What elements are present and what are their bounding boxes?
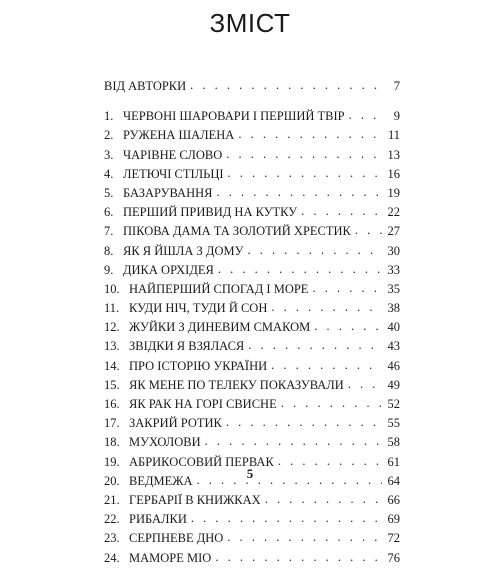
- toc-entry-label: БАЗАРУВАННЯ: [123, 185, 213, 200]
- toc-entry[interactable]: [104, 299, 400, 318]
- toc-entry-label: ЧАРІВНЕ СЛОВО: [123, 147, 223, 162]
- toc-entry-label: МУХОЛОВИ: [129, 435, 201, 450]
- toc-entry-page: 19: [387, 185, 400, 200]
- toc-entry-page: 33: [387, 262, 400, 277]
- toc-entry-number: 21.: [104, 492, 120, 507]
- toc-entry[interactable]: [104, 126, 400, 145]
- toc-entry-number: 19.: [104, 454, 120, 469]
- toc-entry-label: РИБАЛКИ: [129, 512, 187, 527]
- dot-leader: [301, 202, 382, 221]
- toc-entry-number: 8.: [104, 243, 114, 258]
- toc-entry[interactable]: [104, 203, 400, 222]
- toc-entry-number: 24.: [104, 550, 120, 565]
- toc-entry-page: 30: [387, 243, 400, 258]
- toc-entry-label: ПІКОВА ДАМА ТА ЗОЛОТИЙ ХРЕСТИК: [123, 224, 351, 239]
- toc-entry-label: ВІД АВТОРКИ: [104, 79, 187, 93]
- toc-entry[interactable]: [104, 529, 400, 548]
- toc-entry-label: ГЕРБАРІЇ В КНИЖКАХ: [129, 492, 261, 507]
- toc-entry-number: 12.: [104, 320, 120, 335]
- dot-leader: [349, 106, 382, 125]
- toc-entry-page: 13: [387, 147, 400, 162]
- toc-entry-label: МАМОРЕ МІО: [129, 550, 212, 565]
- dot-leader: [191, 509, 382, 528]
- toc-entry-number: 20.: [104, 473, 120, 488]
- dot-leader: [218, 260, 382, 279]
- toc-entry[interactable]: [104, 414, 400, 433]
- toc-entry-intro[interactable]: [104, 77, 400, 96]
- toc-entry-label: ДИКА ОРХІДЕЯ: [123, 262, 214, 277]
- dot-leader: [226, 413, 382, 432]
- dot-leader: [271, 298, 382, 317]
- toc-entry[interactable]: [104, 261, 400, 280]
- toc-entry-page: 22: [387, 205, 400, 220]
- toc-entry-page: 76: [387, 550, 400, 565]
- toc-entry[interactable]: [104, 357, 400, 376]
- toc-entry-page: 69: [387, 512, 400, 527]
- toc-entry[interactable]: [104, 165, 400, 184]
- toc-entry-label: КУДИ НІЧ, ТУДИ Й СОН: [129, 301, 268, 316]
- dot-leader: [190, 76, 382, 95]
- table-of-contents: [104, 77, 400, 568]
- toc-entry-number: 17.: [104, 416, 120, 431]
- toc-entry-page: 40: [387, 320, 400, 335]
- toc-entry-page: 61: [387, 454, 400, 469]
- dot-leader: [228, 164, 382, 183]
- dot-leader: [216, 183, 382, 202]
- toc-entry[interactable]: [104, 510, 400, 529]
- dot-leader: [271, 356, 382, 375]
- toc-entry-label: ЛЕТЮЧІ СТІЛЬЦІ: [123, 166, 224, 181]
- toc-entry[interactable]: [104, 318, 400, 337]
- toc-entry-number: 10.: [104, 281, 120, 296]
- toc-entry-page: 46: [387, 358, 400, 373]
- toc-entry-page: 35: [387, 281, 400, 296]
- toc-entry[interactable]: [104, 222, 400, 241]
- toc-entry-label: ЯК МЕНЕ ПО ТЕЛЕКУ ПОКАЗУВАЛИ: [129, 377, 344, 392]
- toc-entry-number: 14.: [104, 358, 120, 373]
- toc-entry-number: 4.: [104, 166, 114, 181]
- toc-entry[interactable]: [104, 549, 400, 568]
- toc-entry-page: 66: [387, 492, 400, 507]
- toc-entry-label: ВЕДМЕЖА: [129, 473, 193, 488]
- toc-entry-page: 27: [387, 224, 400, 239]
- toc-entry-label: ПРО ІСТОРІЮ УКРАЇНИ: [129, 358, 268, 373]
- toc-entry-page: 43: [387, 339, 400, 354]
- toc-entry-label: ПЕРШИЙ ПРИВИД НА КУТКУ: [123, 205, 298, 220]
- toc-entry-label: ЗВІДКИ Я ВЗЯЛАСЯ: [129, 339, 245, 354]
- toc-entry-number: 23.: [104, 531, 120, 546]
- toc-entry-number: 3.: [104, 147, 114, 162]
- toc-entry[interactable]: [104, 395, 400, 414]
- toc-entry-number: 16.: [104, 397, 120, 411]
- toc-entry[interactable]: [104, 433, 400, 452]
- toc-entry-number: 11.: [104, 301, 120, 316]
- toc-entry[interactable]: [104, 184, 400, 203]
- toc-entry-label: НАЙПЕРШИЙ СПОГАД І МОРЕ: [129, 281, 309, 296]
- toc-entry-page: 64: [387, 473, 400, 488]
- toc-entry-label: АБРИКОСОВИЙ ПЕРВАК: [129, 454, 274, 469]
- toc-entry-page: 72: [387, 531, 400, 546]
- toc-entry[interactable]: [104, 146, 400, 165]
- toc-entry-number: 1.: [104, 109, 114, 124]
- toc-entry-number: 15.: [104, 377, 120, 392]
- toc-entry[interactable]: [104, 491, 400, 510]
- dot-leader: [355, 221, 382, 240]
- dot-leader: [238, 125, 382, 144]
- toc-entry-page: 16: [387, 166, 400, 181]
- toc-entry-page: 55: [387, 416, 400, 431]
- toc-entry[interactable]: [104, 337, 400, 356]
- page-title: ЗМІСТ: [209, 8, 291, 38]
- toc-entry-page: 52: [387, 397, 400, 411]
- toc-entry-number: 2.: [104, 128, 114, 143]
- toc-entry-label: ЯК Я ЙШЛА З ДОМУ: [123, 243, 244, 258]
- toc-entry-page: 9: [393, 109, 400, 124]
- toc-entry[interactable]: [104, 280, 400, 299]
- toc-entry-number: 7.: [104, 224, 114, 239]
- toc-entry-number: 9.: [104, 262, 114, 277]
- toc-entry-label: ЧЕРВОНІ ШАРОВАРИ І ПЕРШИЙ ТВІР: [123, 109, 345, 124]
- toc-entry-number: 18.: [104, 435, 120, 450]
- dot-leader: [226, 145, 382, 164]
- toc-entry-number: 22.: [104, 512, 120, 527]
- toc-list: [104, 107, 400, 568]
- toc-entry-number: 5.: [104, 185, 114, 200]
- toc-entry-number: 13.: [104, 339, 120, 354]
- toc-entry-page: 11: [387, 128, 400, 143]
- dot-leader: [247, 241, 382, 260]
- toc-entry-label: ЯК РАК НА ГОРІ СВИСНЕ: [129, 397, 277, 411]
- dot-leader: [312, 279, 382, 298]
- dot-leader: [248, 336, 382, 355]
- toc-entry-page: 38: [387, 301, 400, 316]
- page-number: 5: [246, 466, 254, 481]
- dot-leader: [227, 528, 382, 547]
- toc-entry-number: 6.: [104, 205, 114, 220]
- toc-entry[interactable]: [104, 242, 400, 261]
- toc-entry-label: РУЖЕНА ШАЛЕНА: [123, 128, 235, 143]
- toc-entry-label: ЖУЙКИ З ДИНЕВИМ СМАКОМ: [129, 320, 311, 335]
- dot-leader: [314, 317, 382, 336]
- toc-entry-page: 49: [387, 377, 400, 392]
- dot-leader: [281, 394, 382, 413]
- dot-leader: [348, 375, 382, 394]
- toc-entry-label: ЗАКРИЙ РОТИК: [129, 416, 222, 431]
- toc-entry[interactable]: [104, 107, 400, 126]
- dot-leader: [205, 432, 382, 451]
- toc-entry-page: 7: [393, 79, 400, 93]
- toc-entry-label: СЕРПНЕВЕ ДНО: [129, 531, 224, 546]
- toc-entry-page: 58: [387, 435, 400, 450]
- toc-entry[interactable]: [104, 376, 400, 395]
- dot-leader: [215, 548, 382, 567]
